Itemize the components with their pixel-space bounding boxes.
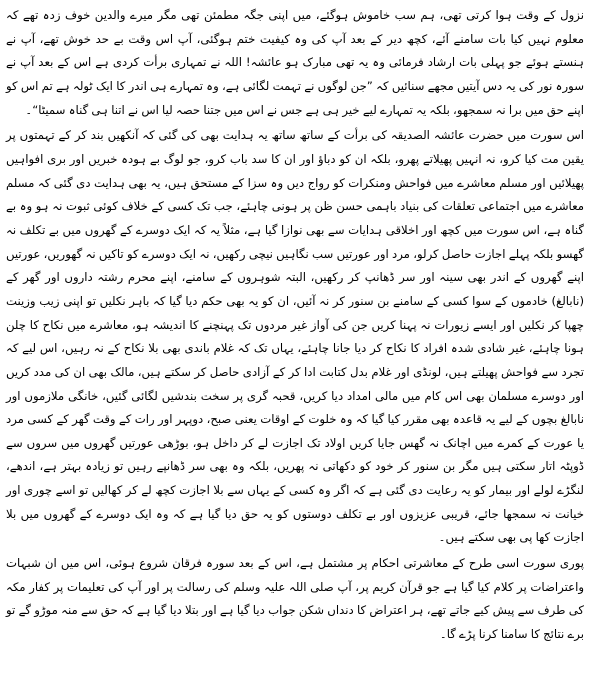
paragraph-1: نزول کے وقت ہوا کرتی تھی، ہم سب خاموش ہوگئے، میں اپنی جگہ مطمئن تھی مگر میرے والدین خوف زدہ تھے کہ معلوم نہیں کیا بات سامنے آئے، کچھ دیر کے بعد آپ کی وہ کیفیت ختم ہوگئی، آپ اس وقت بے حد خوش تھے، آپ نے ہنستے ہوئے جو پہلی بات ارشاد فرمائی وہ یہ تھی مبارک ہو عائشہ! اللہ نے تمہاری برأت کردی ہے اس کے بعد آپ نے سورہ نور کی یہ دس آیتیں مجھے سنائیں کہ ”جن لوگوں نے تہمت لگائی ہے، وہ تمہارے ہی اندر کا ایک ٹولہ ہے تم اس کو اپنے حق میں برا نہ سمجھو، بلکہ یہ تمہارے لیے خیر ہی ہے جس نے اس میں جتنا حصہ لیا اس نے اتنا ہی گناہ سمیٹا“۔ bbox=[6, 8, 584, 117]
paragraph-3: پوری سورت اسی طرح کے معاشرتی احکام پر مشتمل ہے، اس کے بعد سورہ فرقان شروع ہوئی، اس میں ان شبہات واعتراضات پر کلام کیا گیا ہے جو قرآن کریم پر، آپ صلی اللہ علیہ وسلم کی رسالت پر اور آپ کی تعلیمات پر کفار مکہ کی طرف سے پیش کیے جاتے تھے، ہر اعتراض کا دنداں شکن جواب دیا گیا ہے اور بتلا دیا گیا ہے کہ حق سے منہ موڑو گے تو برے نتائج کا سامنا کرنا پڑے گا۔ bbox=[6, 556, 584, 642]
paragraph-2: اس سورت میں حضرت عائشہ الصدیقہ کی برأت کے ساتھ ساتھ یہ ہدایت بھی کی گئی کہ آنکھیں بند کر کے تہمتوں پر یقین مت کیا کرو، نہ انہیں پھیلاتے پھرو، بلکہ ان کو دباؤ اور ان کا سد باب کرو، جو لوگ بے ہودہ خبریں اور بری افواہیں پھیلائیں اور مسلم معاشرے میں فواحش ومنکرات کو رواج دیں وہ سزا کے مستحق ہیں، یہ بھی ہدایت دی گئی کہ مسلم معاشرے میں اجتماعی تعلقات کی بنیاد باہمی حسن ظن پر ہونی چاہئے، جب تک کسی کے خلاف کوئی ثبوت نہ ہو وہ بے گناہ ہے، اس سورت میں کچھ اور اخلاقی ہدایات سے بھی نوازا گیا ہے، مثلاً یہ کہ ایک دوسرے کے گھروں میں بے تکلف نہ گھسو بلکہ پہلے اجازت حاصل کرلو، مرد اور عورتیں سب نگاہیں نیچی رکھیں، نہ ایک دوسرے کو تاکیں نہ گھوریں، عورتیں اپنے گھروں کے اندر بھی سینہ اور سر ڈھانپ کر رکھیں، البتہ شوہروں کے سامنے، اپنے محرم رشتہ داروں اور گھر کے (نابالغ) خادموں کے سوا کسی کے سامنے بن سنور کر نہ آئیں، ان کو یہ بھی حکم دیا گیا کہ باہر نکلیں تو اپنی زیب وزینت چھپا کر نکلیں اور ایسے زیورات نہ پہنا کریں جن کی آواز غیر مردوں تک پہنچنے کا اندیشہ ہو، معاشرے میں نکاح کا چلن ہونا چاہئے، غیر شادی شدہ افراد کا نکاح کر دیا جانا چاہئے، یہاں تک کہ غلام باندی بھی بلا نکاح کے نہ رہیں، اس لیے کہ تجرد سے فواحش پھیلتے ہیں، لونڈی اور غلام بدل کتابت ادا کر کے آزادی حاصل کر سکتے ہیں، مالک بھی ان کی مدد کریں اور دوسرے مسلمان بھی اس کام میں مالی امداد دیا کریں، قحبہ گری پر سخت بندشیں لگائی گئیں، خانگی ملازموں اور نابالغ بچوں کے لیے یہ قاعدہ بھی مقرر کیا گیا کہ وہ خلوت کے اوقات یعنی صبح، دوپہر اور رات کے وقت گھر کے کسی مرد یا عورت کے کمرے میں اچانک نہ گھس جایا کریں اولاد تک اجازت لے کر داخل ہو، بوڑھی عورتیں گھروں میں سروں سے ڈوپٹہ اتار سکتی ہیں مگر بن سنور کر خود کو دکھاتی نہ پھریں، بلکہ وہ بھی سر ڈھانپے رہیں تو زیادہ بہتر ہے، اندھے، لنگڑے لولے اور بیمار کو یہ رعایت دی گئی ہے کہ اگر وہ کسی کے یہاں سے بلا اجازت کچھ لے کر کھالیں تو اسے چوری اور خیانت نہ سمجھا جائے، قریبی عزیزوں اور بے تکلف دوستوں کو یہ حق دیا گیا ہے کہ وہ ایک دوسرے کے گھروں میں بلا اجازت کھا پی بھی سکتے ہیں۔ bbox=[6, 128, 584, 545]
